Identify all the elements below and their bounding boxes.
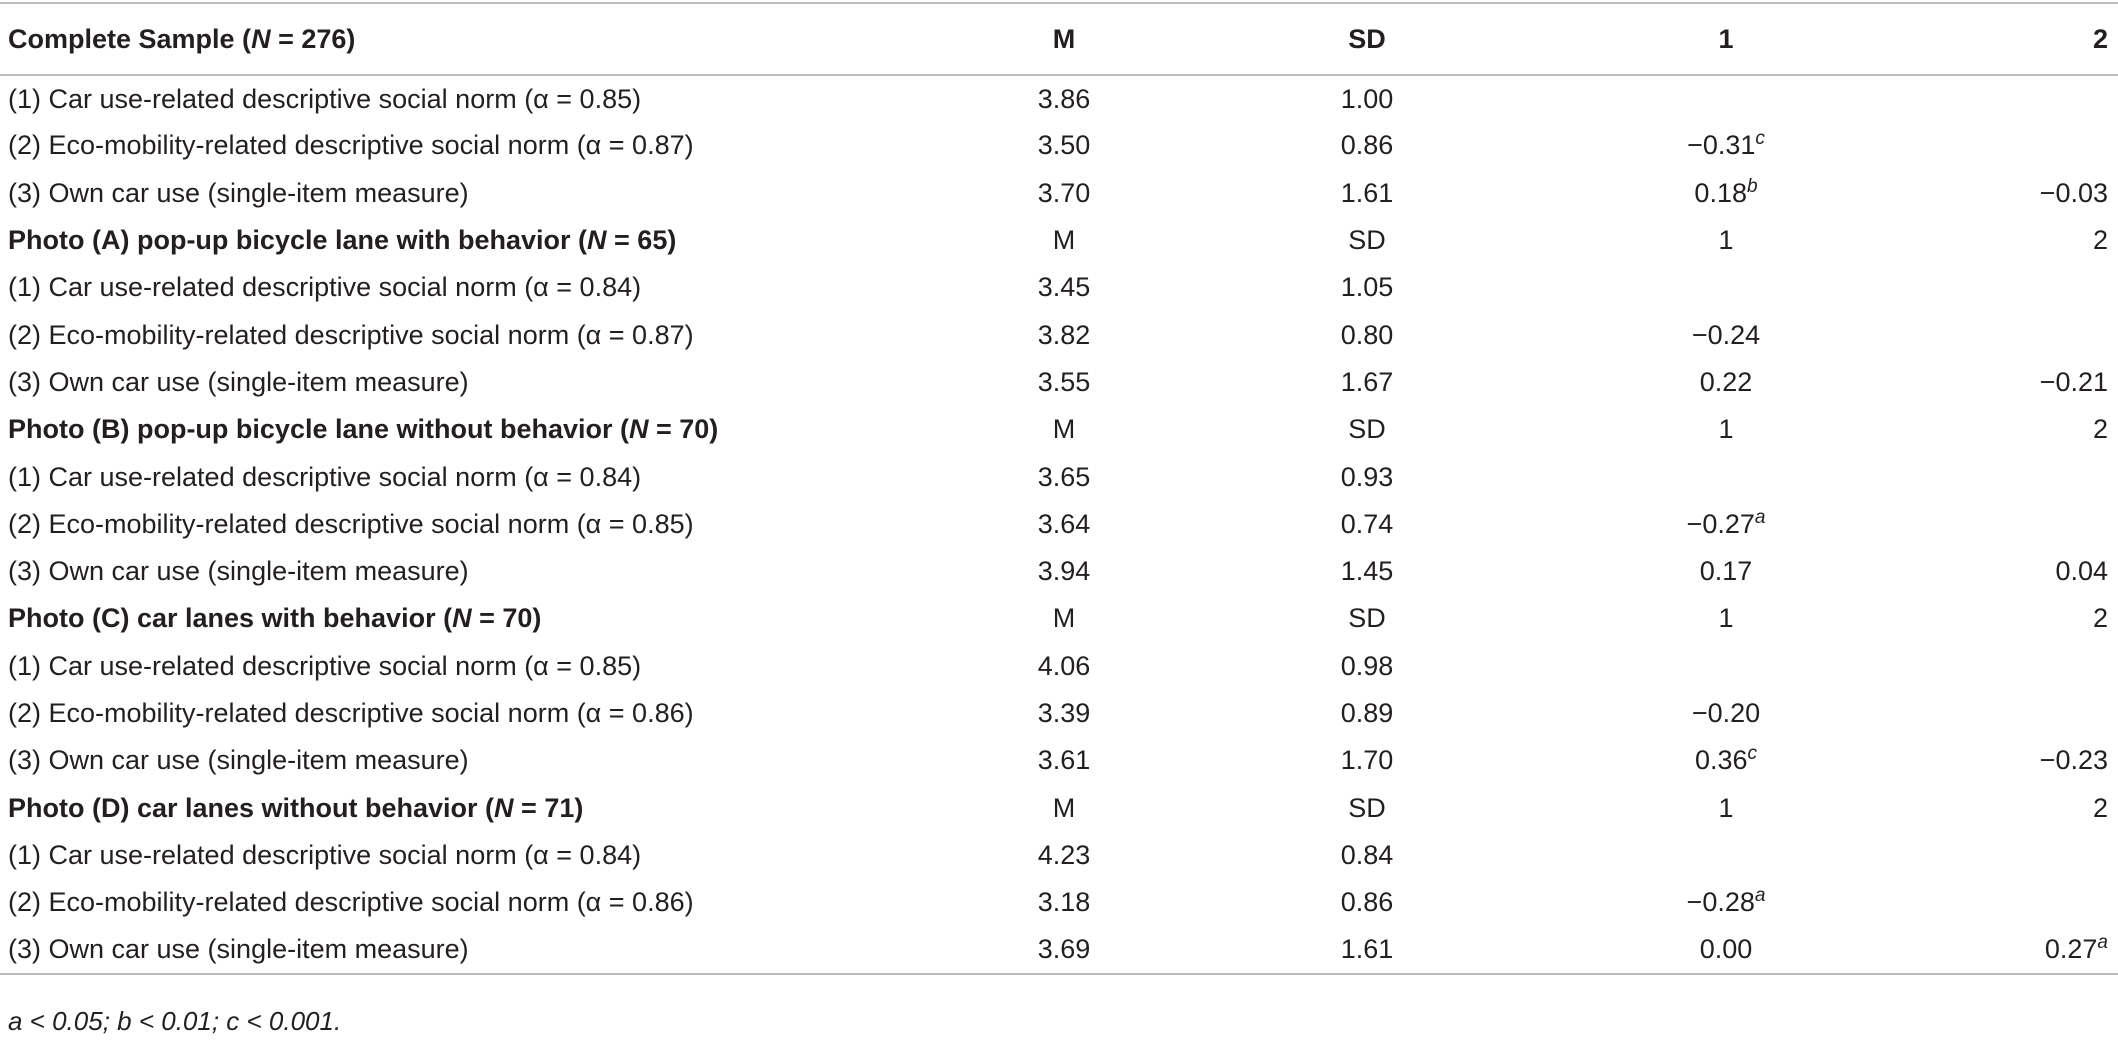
variable-label: (1) Car use-related descriptive social norm (α = 0.85)	[8, 650, 642, 681]
variable-label: (3) Own car use (single-item measure)	[0, 926, 940, 973]
corr-2-cell	[1906, 879, 2118, 926]
variable-label: (1) Car use-related descriptive social norm (α = 0.84)	[8, 839, 642, 870]
sd-cell: 0.84	[1340, 839, 1394, 870]
table-row	[0, 170, 2118, 217]
corr-2-cell	[1906, 264, 2118, 311]
table-row	[0, 690, 2118, 737]
corr-2-cell: 0.27$^a$	[1906, 926, 2118, 973]
variable-label: (3) Own car use (single-item measure)	[8, 556, 469, 587]
mean-cell: 4.06	[1037, 650, 1091, 681]
significance-marker: b	[1746, 175, 1758, 197]
corr-1-cell: −0.24	[1691, 319, 1761, 350]
mean-cell: 3.69	[940, 926, 1188, 973]
table-row	[0, 879, 2118, 926]
sd-cell: 1.61	[1340, 177, 1394, 208]
corr-1-cell: 0.22	[1699, 366, 1753, 397]
corr-1-cell	[1546, 832, 1906, 879]
variable-label: (2) Eco-mobility-related descriptive social norm (α = 0.86)	[8, 698, 694, 728]
table-row	[0, 122, 2118, 169]
table-row	[0, 926, 2118, 973]
table-row	[0, 453, 2118, 500]
table-row	[0, 311, 2118, 358]
corr-2-cell: 2	[2092, 792, 2108, 823]
corr-1-cell: 1	[1718, 792, 1734, 823]
corr-1-cell: −0.20	[1691, 698, 1761, 728]
corr-1-cell: 1	[1718, 225, 1734, 256]
corr-1-cell: 1	[1718, 603, 1734, 634]
group-label: Photo (D) car lanes without behavior (N = 71)	[8, 792, 584, 823]
sd-cell: SD	[1348, 414, 1386, 445]
mean-cell: M	[1052, 792, 1076, 823]
corr-2-cell: 2	[2092, 603, 2108, 634]
mean-cell: 3.50	[1037, 130, 1091, 161]
sd-cell: 1.61	[1188, 926, 1546, 973]
table-row	[0, 264, 2118, 311]
group-header-row	[0, 784, 2118, 831]
table-row	[0, 737, 2118, 784]
header-sample-label: Complete Sample (N = 276)	[0, 3, 940, 75]
mean-cell: M	[1052, 225, 1076, 256]
variable-label: (1) Car use-related descriptive social norm (α = 0.85)	[8, 83, 642, 114]
group-header-row	[0, 406, 2118, 453]
group-label: Photo (C) car lanes with behavior (N = 70)	[8, 603, 542, 634]
corr-1-cell: −0.27$^a$	[1686, 506, 1766, 539]
sd-cell: 1.67	[1340, 366, 1394, 397]
corr-1-cell	[1546, 264, 1906, 311]
sd-cell: 0.80	[1340, 319, 1394, 350]
variable-label: (1) Car use-related descriptive social norm (α = 0.84)	[8, 272, 642, 303]
header-sd: SD	[1188, 3, 1546, 75]
corr-2-cell	[1906, 75, 2118, 122]
sd-cell: SD	[1348, 225, 1386, 256]
mean-cell: 3.86	[1037, 83, 1091, 114]
mean-cell: 3.82	[1037, 319, 1091, 350]
significance-marker: a	[1754, 506, 1766, 528]
corr-1-cell	[1546, 75, 1906, 122]
mean-cell: 3.45	[1037, 272, 1091, 303]
sd-cell: SD	[1348, 603, 1386, 634]
mean-cell: 3.70	[1037, 177, 1091, 208]
corr-2-cell	[1906, 643, 2118, 690]
corr-2-cell: −0.23	[2039, 745, 2108, 776]
corr-1-cell: 0.18$^b$	[1694, 175, 1758, 208]
group-label: Photo (A) pop-up bicycle lane with behavior (N = 65)	[8, 225, 677, 256]
correlation-table	[0, 2, 2118, 975]
significance-marker: c	[1747, 743, 1758, 765]
table-body	[0, 75, 2118, 974]
corr-2-cell	[1906, 501, 2118, 548]
table-row	[0, 359, 2118, 406]
variable-label: (2) Eco-mobility-related descriptive social norm (α = 0.86)	[8, 887, 694, 918]
corr-2-cell	[1906, 832, 2118, 879]
header-col-2: 2	[1906, 3, 2118, 75]
corr-2-cell: −0.03	[2039, 177, 2108, 208]
table-header-row	[0, 3, 2118, 75]
mean-cell: 3.94	[1037, 556, 1091, 587]
significance-marker: a	[1754, 885, 1766, 907]
corr-1-cell: −0.31$^c$	[1687, 128, 1765, 161]
corr-2-cell	[1906, 122, 2118, 169]
corr-1-cell: 0.17	[1699, 556, 1753, 587]
mean-cell: 3.18	[1037, 887, 1091, 918]
sd-cell: 0.86	[1340, 887, 1394, 918]
table-row	[0, 548, 2118, 595]
mean-cell: M	[1052, 603, 1076, 634]
corr-2-cell: 2	[2092, 414, 2108, 445]
variable-label: (1) Car use-related descriptive social norm (α = 0.84)	[8, 461, 642, 492]
corr-1-cell: 1	[1718, 414, 1734, 445]
corr-1-cell: 0.36$^c$	[1694, 743, 1758, 776]
mean-cell: M	[1052, 414, 1076, 445]
variable-label: (2) Eco-mobility-related descriptive social norm (α = 0.87)	[8, 319, 694, 350]
significance-marker: c	[1755, 128, 1765, 150]
mean-cell: 3.65	[1037, 461, 1091, 492]
variable-label: (2) Eco-mobility-related descriptive social norm (α = 0.85)	[8, 508, 694, 539]
corr-1-cell: −0.28$^a$	[1686, 885, 1766, 918]
corr-2-cell: 2	[2092, 225, 2108, 256]
variable-label: (3) Own car use (single-item measure)	[8, 745, 469, 776]
sd-cell: 1.70	[1340, 745, 1394, 776]
group-header-row	[0, 217, 2118, 264]
sd-cell: 0.98	[1340, 650, 1394, 681]
sd-cell: 0.86	[1340, 130, 1394, 161]
group-label: Photo (B) pop-up bicycle lane without behavior (N = 70)	[8, 414, 719, 445]
sd-cell: 0.74	[1340, 508, 1394, 539]
sd-cell: 1.00	[1340, 83, 1394, 114]
sd-cell: 1.45	[1340, 556, 1394, 587]
corr-2-cell	[1906, 453, 2118, 500]
mean-cell: 3.61	[1037, 745, 1091, 776]
sd-cell: SD	[1348, 792, 1386, 823]
variable-label: (3) Own car use (single-item measure)	[8, 366, 469, 397]
variable-label: (2) Eco-mobility-related descriptive social norm (α = 0.87)	[8, 130, 694, 161]
table-row	[0, 501, 2118, 548]
corr-2-cell	[1906, 311, 2118, 358]
sd-cell: 1.05	[1340, 272, 1394, 303]
table-row	[0, 643, 2118, 690]
variable-label: (3) Own car use (single-item measure)	[8, 177, 469, 208]
corr-1-cell	[1546, 453, 1906, 500]
corr-2-cell	[1906, 690, 2118, 737]
group-header-row	[0, 595, 2118, 642]
corr-1-cell: 0.00	[1546, 926, 1906, 973]
table-row	[0, 832, 2118, 879]
significance-marker: a	[2097, 931, 2108, 953]
corr-1-cell	[1546, 643, 1906, 690]
mean-cell: 4.23	[1037, 839, 1091, 870]
table-row	[0, 75, 2118, 122]
mean-cell: 3.39	[1037, 698, 1091, 728]
mean-cell: 3.55	[1037, 366, 1091, 397]
corr-2-cell: 0.04	[2055, 556, 2108, 587]
sd-cell: 0.89	[1340, 698, 1394, 728]
header-mean: M	[940, 3, 1188, 75]
corr-2-cell: −0.21	[2039, 366, 2108, 397]
table-footnote: a < 0.05; b < 0.01; c < 0.001.	[8, 1006, 342, 1036]
header-col-1: 1	[1546, 3, 1906, 75]
sd-cell: 0.93	[1340, 461, 1394, 492]
mean-cell: 3.64	[1037, 508, 1091, 539]
